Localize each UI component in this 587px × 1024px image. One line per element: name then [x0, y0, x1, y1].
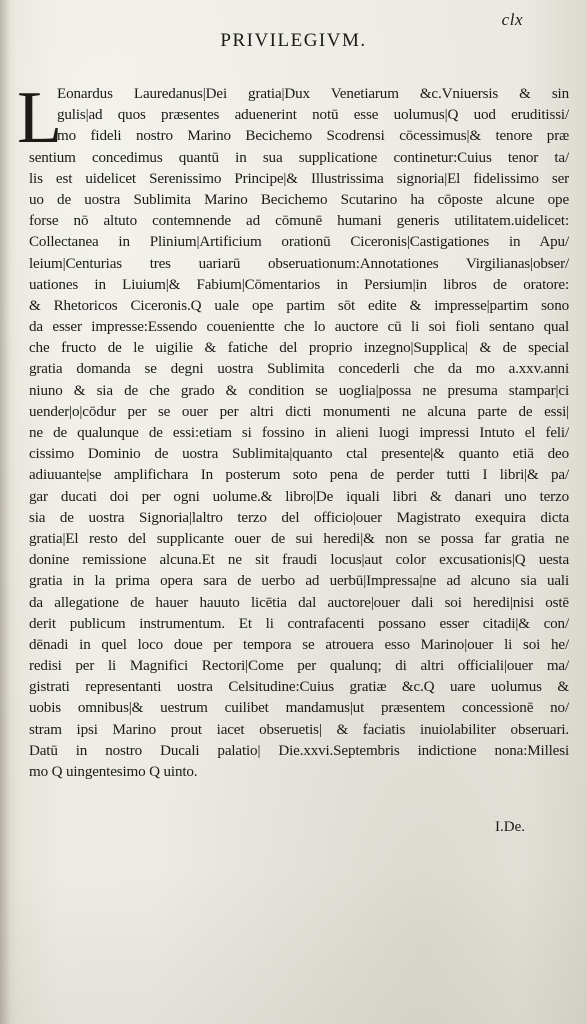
- text-line: forse nō altuto contemnende ad cōmunē humani generis utilitatem.uidelicet:: [29, 213, 569, 230]
- paper-fold-shading: [0, 870, 587, 1024]
- page-title: PRIVILEGIVM.: [220, 30, 367, 51]
- text-line: donine remissione alcuna.Et ne sit fraudi locus|aut color excusationis|Q uesta: [29, 552, 569, 569]
- text-line: adiuuante|se amplifichara In posterum soto pena de perder tutti I libri|& pa/: [29, 467, 569, 484]
- text-line: uobis omnibus|& uestrum cuilibet mandamus|ut præsentem concessionē no/: [29, 700, 569, 717]
- text-line: niuno & sia de che grado & condition se uoglia|possa ne presuma stampar|ci: [29, 382, 569, 399]
- drop-cap-initial: L: [17, 77, 63, 159]
- text-line: da esser impresse:Essendo couenientte che lo auctore cū li soi fioli sentano qual: [29, 319, 569, 336]
- text-line: che fructo de le uigilie & fatiche del proprio inzegno|Supplica| & de special: [29, 340, 569, 357]
- text-line: da allegatione de hauer hauuto licētia dal auctore|ouer dali soi heredi|nisi ostē: [29, 594, 569, 611]
- text-line: Eonardus Lauredanus|Dei gratia|Dux Venetiarum &c.Vniuersis & sin: [57, 86, 569, 102]
- text-line: Collectanea in Plinium|Artificium orationū Ciceronis|Castigationes in Apu/: [29, 234, 569, 251]
- text-line: gratia in la prima opera sara de uerbo ad uerbū|Impressa|ne ad alcuno sia uali: [29, 573, 569, 590]
- text-line: uo de uostra Sublimita Marino Becichemo Scutarino ha cōposte alcune ope: [29, 191, 569, 208]
- text-line: sia de uostra Signoria|laltro terzo del officio|ouer Magistrato exequira dicta: [29, 509, 569, 526]
- text-line: mo Q uingentesimo Q uinto.: [29, 764, 198, 780]
- text-line: & Rhetoricos Ciceronis.Q uale ope partim sōt edite & impresse|partim sono: [29, 297, 569, 314]
- text-line: cissimo Dominio de uostra Sublimita|quanto ctal presente|& quanto etiā deo: [29, 446, 569, 463]
- text-line: uationes in Liuium|& Fabium|Cōmentarios in Persium|in libros de oratore:: [29, 276, 569, 293]
- text-line: mo fideli nostro Marino Becichemo Scodrensi cōcessimus|& tenore præ: [57, 128, 569, 145]
- text-line: sentium concedimus quantū in sua supplicatione continetur:Cuius tenor ta/: [29, 149, 569, 166]
- text-line: gistrati representanti uostra Celsitudine:Cuius gratiæ &c.Q uare uolumus &: [29, 679, 569, 696]
- text-line: stram ipsi Marino prout iacet obseruetis| & faciatis inuiolabiliter obseruari.: [29, 721, 569, 738]
- text-line: gratia|El resto del supplicante ouer de sui heredi|& non se possa far gratia ne: [29, 530, 569, 547]
- text-line: dēnadi in quel loco doue per tempora se atrouera esso Marino|ouer li soi he/: [29, 636, 569, 653]
- text-line: gratia domanda se degni uostra Sublimita concederli che da mo a.xxv.anni: [29, 361, 569, 378]
- text-line: uender|o|cōdur per se ouer per altri dicti monumenti ne alcuna parte de essi|: [29, 403, 569, 420]
- text-line: Datū in nostro Ducali palatio| Die.xxvi.Septembris indictione nona:Millesi: [29, 742, 569, 759]
- text-line: gar ducati doi per ogni uolume.& libro|De iquali libri & danari uno terzo: [29, 488, 569, 505]
- text-line: redisi per li Magnifici Rectori|Come per qualunq; di altri officiali|ouer ma/: [29, 658, 569, 675]
- text-line: ne de qualunque de essi:etiam si fossino in alieni luogi impressi Intuto el feli/: [29, 425, 569, 441]
- text-line: gulis|ad quos præsentes aduenerint notū esse uolumus|Q uod eruditissi/: [57, 107, 569, 124]
- text-line: lis est uidelicet Serenissimo Principe|& Illustrissima signoria|El fidelissimo ser: [29, 170, 569, 187]
- privilege-text: [29, 84, 569, 783]
- text-line: derit publicum instrumentum. Et li contrafacenti possano esser citadi|& con/: [29, 615, 569, 632]
- text-line: leium|Centurias tres uariarū obseruationum:Annotationes Virgilianas|obser/: [29, 255, 569, 272]
- signature: I.De.: [495, 819, 525, 835]
- folio-number: clx: [501, 10, 523, 29]
